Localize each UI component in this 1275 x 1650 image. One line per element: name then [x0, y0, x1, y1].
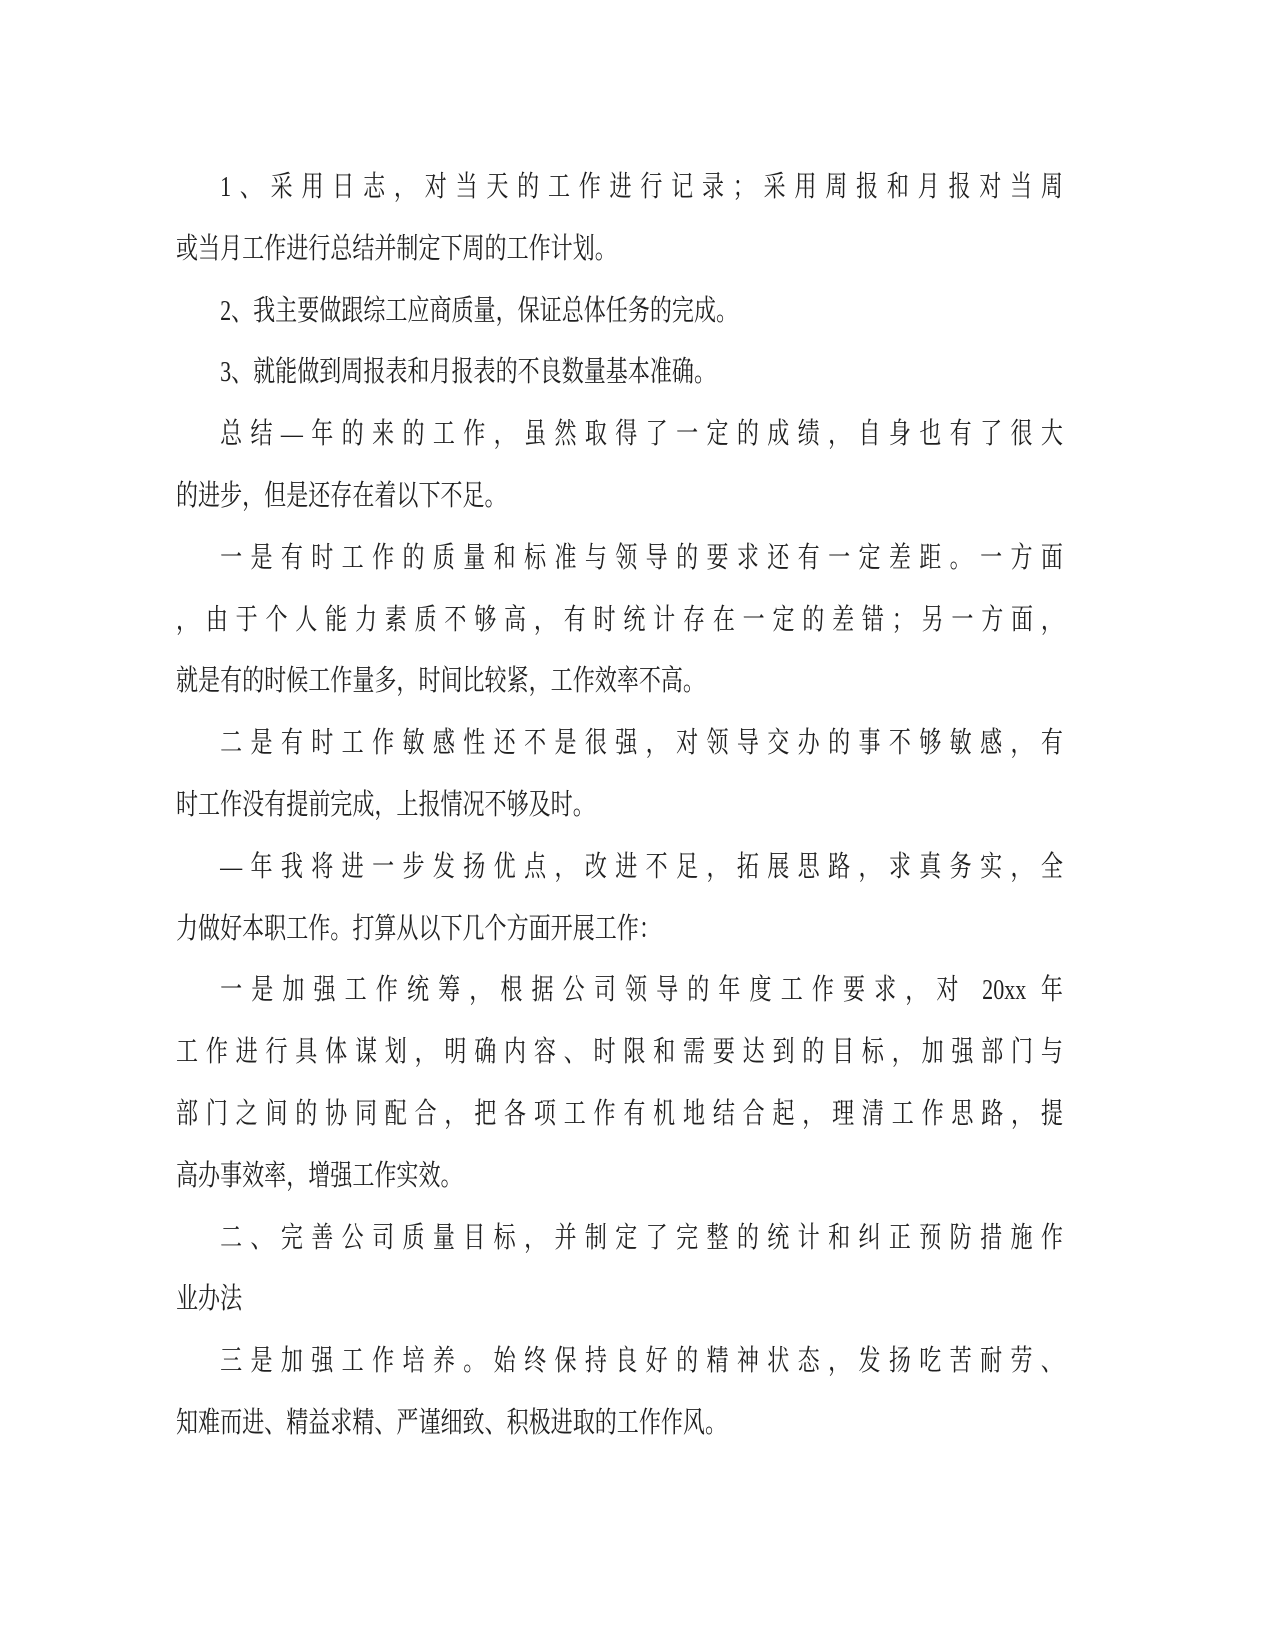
text-line: 一是有时工作的质量和标准与领导的要求还有一定差距。一方面 — [220, 541, 1063, 574]
text-line: 力做好本职工作。打算从以下几个方面开展工作： — [176, 912, 661, 945]
text-line: 3、就能做到周报表和月报表的不良数量基本准确。 — [220, 356, 716, 389]
text-line: 1、采用日志，对当天的工作进行记录；采用周报和月报对当周 — [220, 171, 1063, 203]
text-line: 总结—年的来的工作，虽然取得了一定的成绩，自身也有了很大 — [220, 418, 1063, 451]
text-line: 部门之间的协同配合，把各项工作有机地结合起，理清工作思路，提 — [176, 1097, 1063, 1130]
document-text — [176, 157, 1275, 1455]
text-line: 知难而进、精益求精、严谨细致、积极进取的工作作风。 — [176, 1406, 728, 1439]
text-line: 业办法 — [176, 1283, 243, 1316]
text-line: —年我将进一步发扬优点，改进不足，拓展思路，求真务实，全 — [220, 850, 1063, 883]
text-line: 工作进行具体谋划，明确内容、时限和需要达到的目标，加强部门与 — [176, 1036, 1063, 1069]
text-line: 或当月工作进行总结并制定下周的工作计划。 — [176, 232, 617, 265]
text-line: 的进步，但是还存在着以下不足。 — [176, 479, 507, 512]
text-line: 三是加强工作培养。始终保持良好的精神状态，发扬吃苦耐劳、 — [220, 1345, 1063, 1378]
text-line: 时工作没有提前完成，上报情况不够及时。 — [176, 788, 595, 821]
text-line: 高办事效率，增强工作实效。 — [176, 1159, 463, 1192]
text-line: 二是有时工作敏感性还不是很强，对领导交办的事不够敏感，有 — [220, 727, 1063, 760]
text-line: 2、我主要做跟综工应商质量，保证总体任务的完成。 — [220, 294, 739, 327]
text-line: 就是有的时候工作量多，时间比较紧，工作效率不高。 — [176, 665, 705, 698]
text-line: ，由于个人能力素质不够高，有时统计存在一定的差错；另一方面， — [176, 603, 1063, 636]
text-line: 二、完善公司质量目标，并制定了完整的统计和纠正预防措施作 — [220, 1221, 1063, 1254]
text-line: 一是加强工作统筹，根据公司领导的年度工作要求，对 20xx 年 — [220, 974, 1063, 1007]
